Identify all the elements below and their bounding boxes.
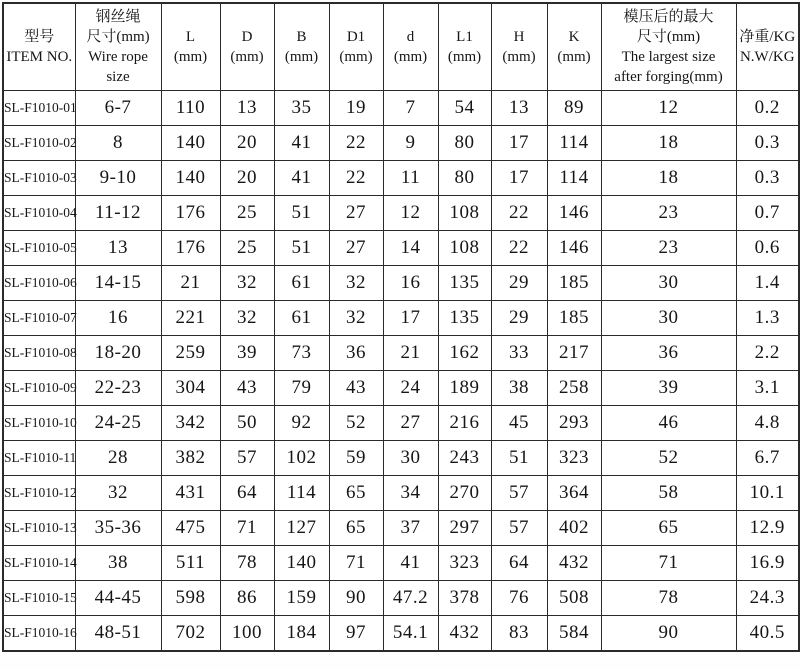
net-weight-cell: 3.1 — [736, 371, 799, 406]
D-cell: 39 — [220, 336, 274, 371]
net-weight-cell: 1.3 — [736, 301, 799, 336]
header-line: D1 — [346, 29, 366, 45]
H-cell: 22 — [491, 231, 547, 266]
wire-rope-size-cell: 13 — [75, 231, 161, 266]
K-cell: 432 — [547, 546, 601, 581]
largest-after-forging-cell: 18 — [601, 126, 736, 161]
wire-rope-size-cell: 11-12 — [75, 196, 161, 231]
D-cell: 100 — [220, 616, 274, 652]
table-body — [3, 91, 799, 652]
net-weight-cell: 4.8 — [736, 406, 799, 441]
column-header-D — [220, 3, 274, 91]
item-no-cell: SL-F1010-12 — [3, 476, 75, 511]
D1-cell: 65 — [329, 511, 383, 546]
d-cell: 37 — [383, 511, 438, 546]
H-cell: 13 — [491, 91, 547, 126]
item-no-cell: SL-F1010-06 — [3, 266, 75, 301]
D-cell: 20 — [220, 161, 274, 196]
D-cell: 86 — [220, 581, 274, 616]
L1-cell: 135 — [438, 266, 491, 301]
item-no-cell: SL-F1010-07 — [3, 301, 75, 336]
L1-cell: 80 — [438, 126, 491, 161]
K-cell: 185 — [547, 301, 601, 336]
D1-cell: 22 — [329, 161, 383, 196]
L-cell: 259 — [161, 336, 220, 371]
B-cell: 35 — [274, 91, 329, 126]
wire-rope-size-cell: 32 — [75, 476, 161, 511]
d-cell: 41 — [383, 546, 438, 581]
K-cell: 323 — [547, 441, 601, 476]
table-row — [3, 371, 799, 406]
table-row — [3, 581, 799, 616]
H-cell: 45 — [491, 406, 547, 441]
table-row — [3, 196, 799, 231]
K-cell: 89 — [547, 91, 601, 126]
L-cell: 342 — [161, 406, 220, 441]
item-no-cell: SL-F1010-05 — [3, 231, 75, 266]
B-cell: 184 — [274, 616, 329, 652]
largest-after-forging-cell: 46 — [601, 406, 736, 441]
largest-after-forging-cell: 90 — [601, 616, 736, 652]
D1-cell: 32 — [329, 266, 383, 301]
D-cell: 13 — [220, 91, 274, 126]
L-cell: 140 — [161, 161, 220, 196]
header-line: K — [568, 29, 580, 45]
largest-after-forging-cell: 78 — [601, 581, 736, 616]
item-no-cell: SL-F1010-03 — [3, 161, 75, 196]
table-row — [3, 616, 799, 652]
D1-cell: 59 — [329, 441, 383, 476]
B-cell: 79 — [274, 371, 329, 406]
D1-cell: 52 — [329, 406, 383, 441]
column-header-wire-rope-size — [75, 3, 161, 91]
net-weight-cell: 10.1 — [736, 476, 799, 511]
K-cell: 258 — [547, 371, 601, 406]
largest-after-forging-cell: 58 — [601, 476, 736, 511]
header-line: (mm) — [557, 49, 591, 65]
table-row — [3, 546, 799, 581]
wire-rope-size-cell: 18-20 — [75, 336, 161, 371]
d-cell: 24 — [383, 371, 438, 406]
item-no-cell: SL-F1010-08 — [3, 336, 75, 371]
d-cell: 27 — [383, 406, 438, 441]
K-cell: 146 — [547, 231, 601, 266]
L1-cell: 243 — [438, 441, 491, 476]
L1-cell: 54 — [438, 91, 491, 126]
net-weight-cell: 1.4 — [736, 266, 799, 301]
spec-table — [2, 2, 800, 652]
table-row — [3, 336, 799, 371]
header-line: (mm) — [339, 49, 373, 65]
largest-after-forging-cell: 30 — [601, 266, 736, 301]
L1-cell: 432 — [438, 616, 491, 652]
header-line: N.W/KG — [739, 49, 795, 65]
K-cell: 185 — [547, 266, 601, 301]
L-cell: 475 — [161, 511, 220, 546]
L-cell: 431 — [161, 476, 220, 511]
largest-after-forging-cell: 23 — [601, 231, 736, 266]
K-cell: 293 — [547, 406, 601, 441]
L-cell: 304 — [161, 371, 220, 406]
B-cell: 102 — [274, 441, 329, 476]
net-weight-cell: 0.6 — [736, 231, 799, 266]
wire-rope-size-cell: 28 — [75, 441, 161, 476]
B-cell: 114 — [274, 476, 329, 511]
header-line: size — [106, 69, 130, 85]
H-cell: 76 — [491, 581, 547, 616]
D1-cell: 65 — [329, 476, 383, 511]
L1-cell: 108 — [438, 231, 491, 266]
column-header-B — [274, 3, 329, 91]
L1-cell: 108 — [438, 196, 491, 231]
D1-cell: 22 — [329, 126, 383, 161]
header-line: Wire rope — [88, 49, 148, 65]
K-cell: 146 — [547, 196, 601, 231]
B-cell: 73 — [274, 336, 329, 371]
B-cell: 92 — [274, 406, 329, 441]
D-cell: 32 — [220, 301, 274, 336]
largest-after-forging-cell: 23 — [601, 196, 736, 231]
H-cell: 17 — [491, 126, 547, 161]
header-line: (mm) — [230, 49, 264, 65]
header-line: L — [185, 29, 196, 45]
item-no-cell: SL-F1010-04 — [3, 196, 75, 231]
H-cell: 51 — [491, 441, 547, 476]
H-cell: 33 — [491, 336, 547, 371]
d-cell: 12 — [383, 196, 438, 231]
largest-after-forging-cell: 30 — [601, 301, 736, 336]
L-cell: 598 — [161, 581, 220, 616]
wire-rope-size-cell: 14-15 — [75, 266, 161, 301]
D1-cell: 43 — [329, 371, 383, 406]
item-no-cell: SL-F1010-10 — [3, 406, 75, 441]
d-cell: 34 — [383, 476, 438, 511]
K-cell: 114 — [547, 161, 601, 196]
H-cell: 64 — [491, 546, 547, 581]
wire-rope-size-cell: 9-10 — [75, 161, 161, 196]
wire-rope-size-cell: 44-45 — [75, 581, 161, 616]
item-no-cell: SL-F1010-01 — [3, 91, 75, 126]
D1-cell: 71 — [329, 546, 383, 581]
H-cell: 83 — [491, 616, 547, 652]
largest-after-forging-cell: 52 — [601, 441, 736, 476]
header-line: 尺寸(mm) — [636, 29, 701, 45]
column-header-largest-after-forging — [601, 3, 736, 91]
wire-rope-size-cell: 48-51 — [75, 616, 161, 652]
D1-cell: 27 — [329, 231, 383, 266]
wire-rope-size-cell: 38 — [75, 546, 161, 581]
column-header-net-weight — [736, 3, 799, 91]
D-cell: 25 — [220, 196, 274, 231]
d-cell: 16 — [383, 266, 438, 301]
d-cell: 54.1 — [383, 616, 438, 652]
column-header-D1 — [329, 3, 383, 91]
largest-after-forging-cell: 36 — [601, 336, 736, 371]
B-cell: 41 — [274, 161, 329, 196]
table-row — [3, 126, 799, 161]
B-cell: 159 — [274, 581, 329, 616]
wire-rope-size-cell: 8 — [75, 126, 161, 161]
d-cell: 21 — [383, 336, 438, 371]
header-line: ITEM NO. — [6, 49, 73, 65]
table-row — [3, 441, 799, 476]
item-no-cell: SL-F1010-11 — [3, 441, 75, 476]
B-cell: 51 — [274, 196, 329, 231]
net-weight-cell: 0.3 — [736, 126, 799, 161]
K-cell: 364 — [547, 476, 601, 511]
header-line: D — [241, 29, 253, 45]
d-cell: 14 — [383, 231, 438, 266]
d-cell: 9 — [383, 126, 438, 161]
d-cell: 11 — [383, 161, 438, 196]
L1-cell: 135 — [438, 301, 491, 336]
H-cell: 57 — [491, 511, 547, 546]
D-cell: 20 — [220, 126, 274, 161]
d-cell: 7 — [383, 91, 438, 126]
column-header-H — [491, 3, 547, 91]
D1-cell: 90 — [329, 581, 383, 616]
net-weight-cell: 40.5 — [736, 616, 799, 652]
header-row — [3, 3, 799, 91]
D1-cell: 36 — [329, 336, 383, 371]
wire-rope-size-cell: 16 — [75, 301, 161, 336]
net-weight-cell: 16.9 — [736, 546, 799, 581]
D-cell: 78 — [220, 546, 274, 581]
K-cell: 114 — [547, 126, 601, 161]
header-line: 型号 — [24, 29, 55, 45]
L-cell: 140 — [161, 126, 220, 161]
B-cell: 127 — [274, 511, 329, 546]
D-cell: 64 — [220, 476, 274, 511]
L-cell: 382 — [161, 441, 220, 476]
D-cell: 57 — [220, 441, 274, 476]
net-weight-cell: 24.3 — [736, 581, 799, 616]
header-line: H — [513, 29, 525, 45]
item-no-cell: SL-F1010-02 — [3, 126, 75, 161]
L1-cell: 189 — [438, 371, 491, 406]
header-line: (mm) — [173, 49, 208, 65]
net-weight-cell: 2.2 — [736, 336, 799, 371]
L-cell: 511 — [161, 546, 220, 581]
B-cell: 41 — [274, 126, 329, 161]
H-cell: 29 — [491, 266, 547, 301]
L-cell: 221 — [161, 301, 220, 336]
table-row — [3, 406, 799, 441]
L-cell: 176 — [161, 231, 220, 266]
D-cell: 50 — [220, 406, 274, 441]
header-line: 模压后的最大 — [623, 9, 714, 25]
column-header-d — [383, 3, 438, 91]
wire-rope-size-cell: 22-23 — [75, 371, 161, 406]
L1-cell: 162 — [438, 336, 491, 371]
largest-after-forging-cell: 65 — [601, 511, 736, 546]
item-no-cell: SL-F1010-13 — [3, 511, 75, 546]
header-line: (mm) — [284, 49, 319, 65]
d-cell: 47.2 — [383, 581, 438, 616]
largest-after-forging-cell: 18 — [601, 161, 736, 196]
table-row — [3, 231, 799, 266]
column-header-L1 — [438, 3, 491, 91]
L1-cell: 323 — [438, 546, 491, 581]
item-no-cell: SL-F1010-14 — [3, 546, 75, 581]
D1-cell: 27 — [329, 196, 383, 231]
B-cell: 140 — [274, 546, 329, 581]
net-weight-cell: 12.9 — [736, 511, 799, 546]
column-header-L — [161, 3, 220, 91]
header-line: (mm) — [502, 49, 536, 65]
B-cell: 61 — [274, 301, 329, 336]
header-line: 钢丝绳 — [95, 9, 141, 25]
d-cell: 17 — [383, 301, 438, 336]
H-cell: 22 — [491, 196, 547, 231]
wire-rope-size-cell: 6-7 — [75, 91, 161, 126]
item-no-cell: SL-F1010-15 — [3, 581, 75, 616]
D1-cell: 32 — [329, 301, 383, 336]
header-line: 尺寸(mm) — [86, 29, 150, 45]
net-weight-cell: 6.7 — [736, 441, 799, 476]
header-line: The largest size — [621, 49, 716, 65]
L1-cell: 378 — [438, 581, 491, 616]
header-line: (mm) — [447, 49, 482, 65]
D1-cell: 19 — [329, 91, 383, 126]
table-row — [3, 511, 799, 546]
D-cell: 43 — [220, 371, 274, 406]
B-cell: 61 — [274, 266, 329, 301]
table-row — [3, 301, 799, 336]
table-row — [3, 476, 799, 511]
d-cell: 30 — [383, 441, 438, 476]
header-line: L1 — [456, 29, 473, 45]
net-weight-cell: 0.3 — [736, 161, 799, 196]
header-line: d — [406, 29, 415, 45]
L1-cell: 216 — [438, 406, 491, 441]
column-header-K — [547, 3, 601, 91]
net-weight-cell: 0.2 — [736, 91, 799, 126]
L-cell: 110 — [161, 91, 220, 126]
header-line: after forging(mm) — [614, 69, 723, 85]
largest-after-forging-cell: 39 — [601, 371, 736, 406]
D-cell: 32 — [220, 266, 274, 301]
L1-cell: 80 — [438, 161, 491, 196]
D1-cell: 97 — [329, 616, 383, 652]
header-line: (mm) — [393, 49, 428, 65]
header-line: B — [296, 29, 307, 45]
L-cell: 702 — [161, 616, 220, 652]
item-no-cell: SL-F1010-16 — [3, 616, 75, 652]
K-cell: 508 — [547, 581, 601, 616]
H-cell: 57 — [491, 476, 547, 511]
D-cell: 71 — [220, 511, 274, 546]
L-cell: 21 — [161, 266, 220, 301]
net-weight-cell: 0.7 — [736, 196, 799, 231]
table-row — [3, 91, 799, 126]
B-cell: 51 — [274, 231, 329, 266]
table-row — [3, 161, 799, 196]
H-cell: 38 — [491, 371, 547, 406]
largest-after-forging-cell: 12 — [601, 91, 736, 126]
K-cell: 584 — [547, 616, 601, 652]
H-cell: 29 — [491, 301, 547, 336]
wire-rope-size-cell: 24-25 — [75, 406, 161, 441]
column-header-item-no — [3, 3, 75, 91]
largest-after-forging-cell: 71 — [601, 546, 736, 581]
K-cell: 402 — [547, 511, 601, 546]
H-cell: 17 — [491, 161, 547, 196]
item-no-cell: SL-F1010-09 — [3, 371, 75, 406]
header-line: 净重/KG — [739, 29, 796, 45]
L-cell: 176 — [161, 196, 220, 231]
L1-cell: 297 — [438, 511, 491, 546]
K-cell: 217 — [547, 336, 601, 371]
L1-cell: 270 — [438, 476, 491, 511]
D-cell: 25 — [220, 231, 274, 266]
wire-rope-size-cell: 35-36 — [75, 511, 161, 546]
table-row — [3, 266, 799, 301]
